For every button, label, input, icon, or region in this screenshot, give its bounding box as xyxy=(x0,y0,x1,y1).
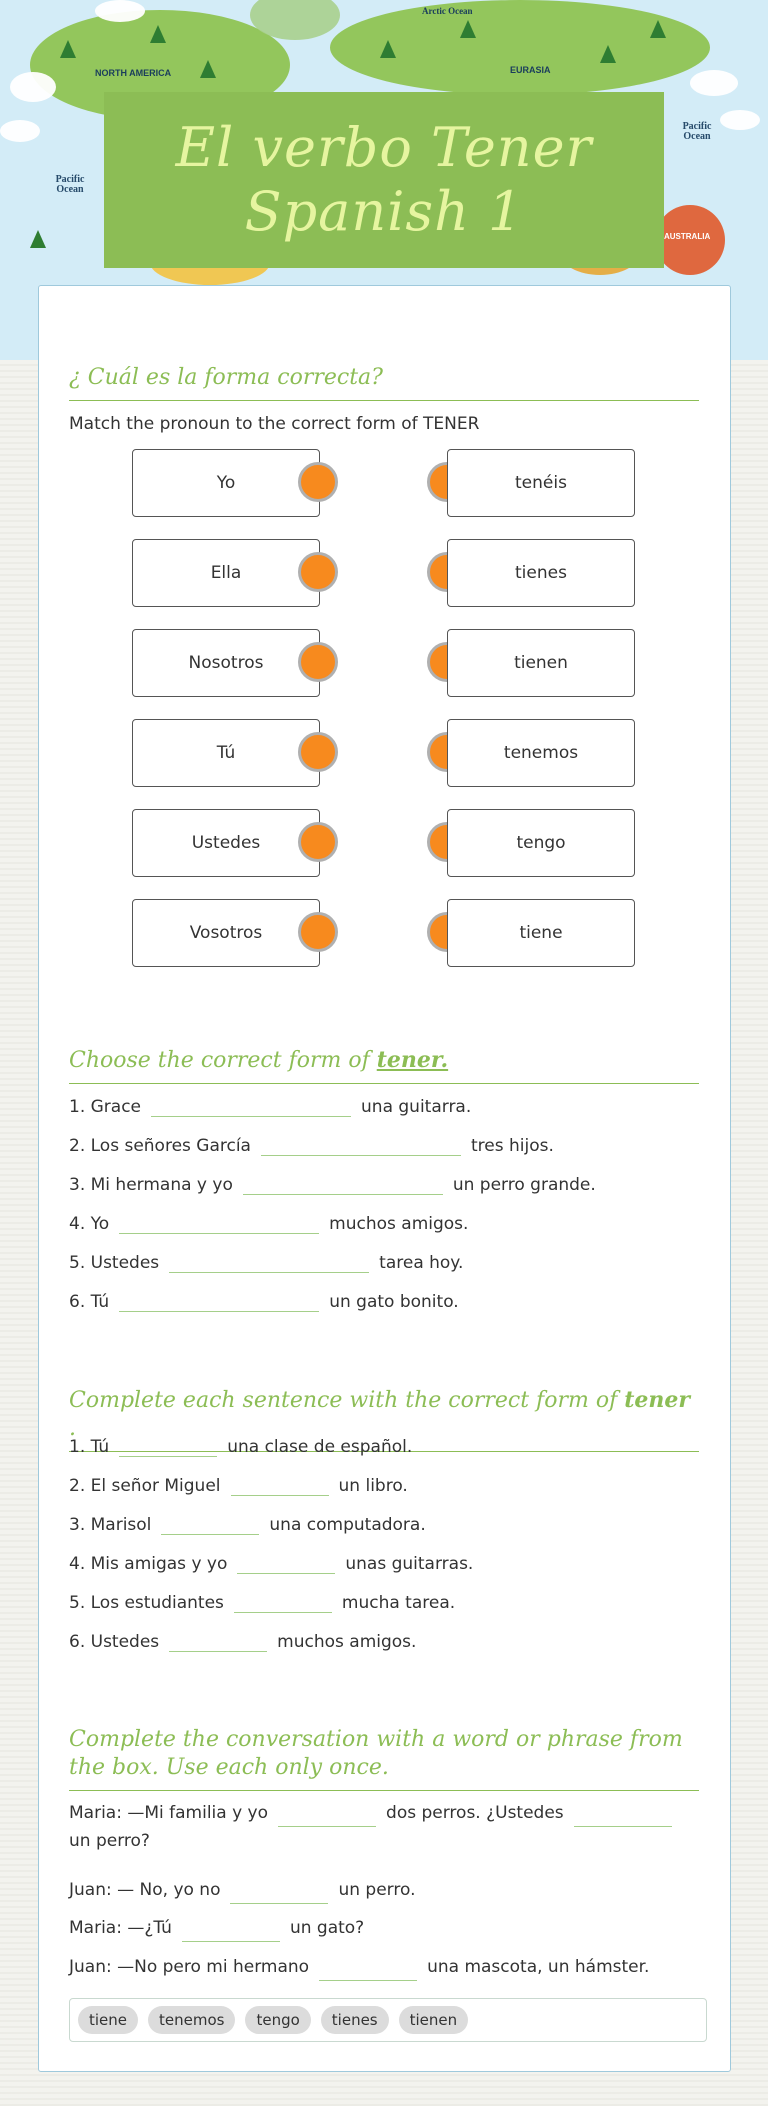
tree-icon xyxy=(380,40,396,58)
sentence-row xyxy=(69,1473,408,1496)
heading-text: Choose the correct form of xyxy=(69,1048,377,1073)
section-heading-matching: ¿ Cuál es la forma correcta? xyxy=(69,364,699,401)
sentence-start: 5. Los estudiantes xyxy=(69,1593,224,1613)
sentence-row xyxy=(69,1512,426,1535)
answer-blank[interactable] xyxy=(161,1512,259,1535)
cloud-shape xyxy=(720,110,760,130)
cloud-shape xyxy=(690,70,738,96)
sentence-end: tres hijos. xyxy=(470,1136,554,1156)
conversation-line xyxy=(69,1953,699,1981)
answer-blank[interactable] xyxy=(182,1923,280,1942)
conversation-line xyxy=(69,1876,699,1904)
sentence-row xyxy=(69,1629,416,1652)
answer-blank[interactable] xyxy=(261,1133,461,1156)
conversation-text: un gato? xyxy=(289,1918,365,1938)
sentence-end: un gato bonito. xyxy=(329,1292,459,1312)
tree-icon xyxy=(650,20,666,38)
word-chip[interactable]: tengo xyxy=(245,2006,310,2034)
match-connector-dot[interactable] xyxy=(298,732,338,772)
map-label-pacific-ocean-left: Pacific Ocean xyxy=(55,174,85,195)
sentence-row xyxy=(69,1289,459,1312)
conversation-text: Maria: —Mi familia y yo xyxy=(69,1803,269,1823)
answer-blank[interactable] xyxy=(237,1551,335,1574)
map-label-north-america: NORTH AMERICA xyxy=(95,68,172,78)
word-bank xyxy=(69,1998,707,2042)
tree-icon xyxy=(60,40,76,58)
answer-blank[interactable] xyxy=(169,1629,267,1652)
match-left-ella[interactable]: Ella xyxy=(132,539,320,607)
heading-keyword: tener xyxy=(624,1387,690,1413)
conversation-text: un perro? xyxy=(69,1831,150,1851)
answer-blank[interactable] xyxy=(119,1289,319,1312)
sentence-start: 2. Los señores García xyxy=(69,1136,251,1156)
map-label-eurasia: EURASIA xyxy=(510,65,551,75)
answer-blank[interactable] xyxy=(119,1211,319,1234)
sentence-start: 4. Yo xyxy=(69,1214,110,1234)
tree-icon xyxy=(460,20,476,38)
conversation-text: Maria: —¿Tú xyxy=(69,1918,172,1938)
cloud-shape xyxy=(95,0,145,22)
answer-blank[interactable] xyxy=(278,1808,376,1827)
page-title: El verbo Tener xyxy=(175,116,593,179)
conversation-text: un perro. xyxy=(338,1880,416,1900)
match-connector-dot[interactable] xyxy=(298,642,338,682)
sentence-start: 6. Tú xyxy=(69,1292,110,1312)
match-right-tiene[interactable]: tiene xyxy=(447,899,635,967)
cloud-shape xyxy=(0,120,40,142)
answer-blank[interactable] xyxy=(169,1250,369,1273)
conversation-line xyxy=(69,1914,699,1942)
answer-blank[interactable] xyxy=(119,1434,217,1457)
answer-blank[interactable] xyxy=(231,1473,329,1496)
answer-blank[interactable] xyxy=(151,1094,351,1117)
sentence-start: 1. Tú xyxy=(69,1437,110,1457)
sentence-start: 1. Grace xyxy=(69,1097,142,1117)
sentence-end: un perro grande. xyxy=(452,1175,596,1195)
tree-icon xyxy=(200,60,216,78)
answer-blank[interactable] xyxy=(319,1962,417,1981)
sentence-end: muchos amigos. xyxy=(277,1632,417,1652)
section-heading-conversation: Complete the conversation with a word or phrase from the box. Use each only once. xyxy=(69,1726,699,1791)
sentence-row xyxy=(69,1094,471,1117)
sentence-row xyxy=(69,1211,468,1234)
title-banner xyxy=(104,92,664,268)
sentence-row xyxy=(69,1250,463,1273)
heading-text: Complete each sentence with the correct form of xyxy=(69,1388,625,1413)
match-right-tienen[interactable]: tienen xyxy=(447,629,635,697)
page-subtitle: Spanish 1 xyxy=(244,180,524,243)
match-left-vosotros[interactable]: Vosotros xyxy=(132,899,320,967)
section-heading-choose xyxy=(69,1046,699,1084)
sentence-start: 4. Mis amigas y yo xyxy=(69,1554,228,1574)
sentence-end: mucha tarea. xyxy=(341,1593,456,1613)
tree-icon xyxy=(600,45,616,63)
sentence-start: 6. Ustedes xyxy=(69,1632,160,1652)
sentence-end: unas guitarras. xyxy=(345,1554,474,1574)
answer-blank[interactable] xyxy=(243,1172,443,1195)
conversation-line xyxy=(69,1799,699,1855)
sentence-end: una computadora. xyxy=(269,1515,426,1535)
match-right-tengo[interactable]: tengo xyxy=(447,809,635,877)
sentence-end: tarea hoy. xyxy=(379,1253,464,1273)
sentence-row xyxy=(69,1133,554,1156)
sentence-end: una clase de español. xyxy=(227,1437,413,1457)
worksheet-card xyxy=(38,285,731,2072)
word-chip[interactable]: tienes xyxy=(321,2006,389,2034)
word-chip[interactable]: tienen xyxy=(399,2006,469,2034)
sentence-row xyxy=(69,1434,412,1457)
sentence-end: un libro. xyxy=(338,1476,408,1496)
sentence-start: 2. El señor Miguel xyxy=(69,1476,221,1496)
sentence-end: muchos amigos. xyxy=(329,1214,469,1234)
sentence-end: una guitarra. xyxy=(361,1097,472,1117)
cloud-shape xyxy=(10,72,56,102)
match-left-tu[interactable]: Tú xyxy=(132,719,320,787)
answer-blank[interactable] xyxy=(574,1808,672,1827)
sentence-row xyxy=(69,1172,596,1195)
match-left-nosotros[interactable]: Nosotros xyxy=(132,629,320,697)
heading-suffix: . xyxy=(69,1416,76,1441)
match-right-tienes[interactable]: tienes xyxy=(447,539,635,607)
sentence-row xyxy=(69,1590,455,1613)
match-left-yo[interactable]: Yo xyxy=(132,449,320,517)
match-connector-dot[interactable] xyxy=(298,552,338,592)
match-left-ustedes[interactable]: Ustedes xyxy=(132,809,320,877)
match-connector-dot[interactable] xyxy=(298,822,338,862)
answer-blank[interactable] xyxy=(234,1590,332,1613)
sentence-row xyxy=(69,1551,473,1574)
conversation-text: Juan: — No, yo no xyxy=(69,1880,221,1900)
answer-blank[interactable] xyxy=(230,1885,328,1904)
conversation-text: Juan: —No pero mi hermano xyxy=(69,1957,310,1977)
tree-icon xyxy=(150,25,166,43)
sentence-start: 3. Marisol xyxy=(69,1515,152,1535)
sentence-start: 3. Mi hermana y yo xyxy=(69,1175,233,1195)
conversation-text: dos perros. ¿Ustedes xyxy=(386,1803,564,1823)
heading-keyword: tener. xyxy=(376,1047,449,1073)
word-chip[interactable]: tenemos xyxy=(148,2006,235,2034)
match-right-teneis[interactable]: tenéis xyxy=(447,449,635,517)
conversation-text: una mascota, un hámster. xyxy=(427,1957,650,1977)
map-label-pacific-ocean-right: Pacific Ocean xyxy=(682,121,712,142)
sentence-start: 5. Ustedes xyxy=(69,1253,160,1273)
matching-instruction: Match the pronoun to the correct form of TENER xyxy=(69,414,480,434)
match-connector-dot[interactable] xyxy=(298,462,338,502)
map-label-australia: AUSTRALIA xyxy=(664,232,711,241)
tree-icon xyxy=(30,230,46,248)
word-chip[interactable]: tiene xyxy=(78,2006,138,2034)
match-connector-dot[interactable] xyxy=(298,912,338,952)
match-right-tenemos[interactable]: tenemos xyxy=(447,719,635,787)
map-label-arctic-ocean: Arctic Ocean xyxy=(422,6,473,16)
